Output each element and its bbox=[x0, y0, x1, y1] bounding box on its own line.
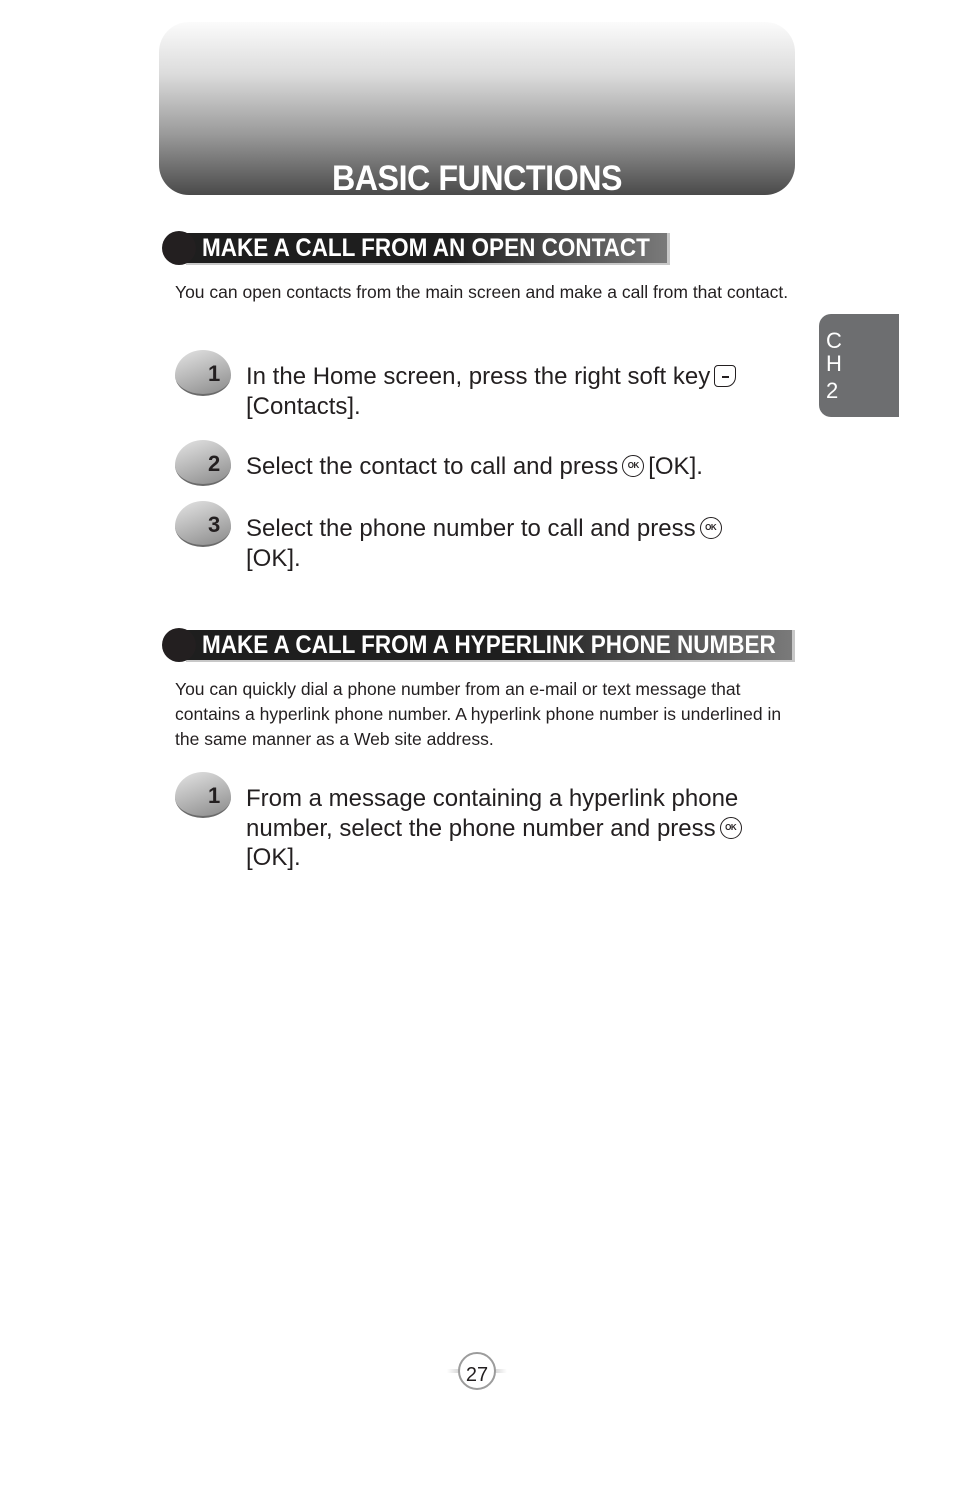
bullet-dot-icon bbox=[162, 231, 196, 265]
step-number: 1 bbox=[208, 361, 221, 386]
page-number bbox=[446, 1350, 508, 1392]
step-badge bbox=[175, 772, 233, 818]
step-number: 1 bbox=[208, 783, 221, 808]
page-number-circle bbox=[458, 1352, 496, 1390]
chapter-header bbox=[159, 22, 795, 198]
step-badge bbox=[175, 501, 233, 547]
page-number-text: 27 bbox=[465, 1364, 489, 1386]
step-badge-shape bbox=[175, 350, 231, 396]
ok-key-icon bbox=[720, 817, 742, 839]
step-instruction bbox=[246, 784, 776, 873]
section-intro: You can quickly dial a phone number from an e-mail or text message that contains a hyperlink phone number. A hyperlink phone number is underlined in the same manner as a Web site address. bbox=[175, 679, 782, 749]
step-instruction bbox=[246, 514, 791, 573]
section-heading-label: MAKE A CALL FROM A HYPERLINK PHONE NUMBER bbox=[202, 631, 776, 659]
ok-key-icon bbox=[622, 455, 644, 477]
section-heading-label: MAKE A CALL FROM AN OPEN CONTACT bbox=[202, 234, 650, 262]
step-number: 3 bbox=[208, 512, 221, 537]
page-title: BASIC FUNCTIONS bbox=[331, 159, 623, 198]
step-instruction bbox=[246, 362, 791, 421]
step-text: In the Home screen, press the right soft key bbox=[246, 363, 711, 390]
step-text-end: [OK]. bbox=[246, 544, 301, 572]
bullet-dot-icon bbox=[162, 628, 196, 662]
step-badge-shape bbox=[175, 440, 231, 486]
ok-key-icon bbox=[700, 517, 722, 539]
section-heading-open-contact bbox=[162, 231, 670, 265]
step-text: Select the phone number to call and press bbox=[246, 515, 696, 542]
step-text: From a message containing a hyperlink phone number, select the phone number and press bbox=[246, 785, 739, 842]
section-heading-hyperlink bbox=[162, 628, 795, 662]
chapter-tab-number: 2 bbox=[826, 378, 839, 403]
step-number: 2 bbox=[208, 451, 221, 476]
chapter-tab-h: H bbox=[826, 351, 842, 376]
step-badge bbox=[175, 440, 233, 486]
section-intro: You can open contacts from the main screen and make a call from that contact. bbox=[175, 282, 789, 302]
step-instruction bbox=[246, 452, 791, 482]
chapter-tab bbox=[819, 314, 899, 417]
step-text-end: [Contacts]. bbox=[246, 392, 361, 420]
step-badge-shape bbox=[175, 772, 231, 818]
step-text: Select the contact to call and press bbox=[246, 453, 619, 480]
right-soft-key-icon bbox=[714, 365, 736, 387]
step-badge-shape bbox=[175, 501, 231, 547]
step-badge bbox=[175, 350, 233, 396]
step-text-end: [OK]. bbox=[648, 453, 703, 480]
step-text-end: [OK]. bbox=[246, 844, 301, 871]
chapter-tab-c: C bbox=[826, 328, 842, 353]
